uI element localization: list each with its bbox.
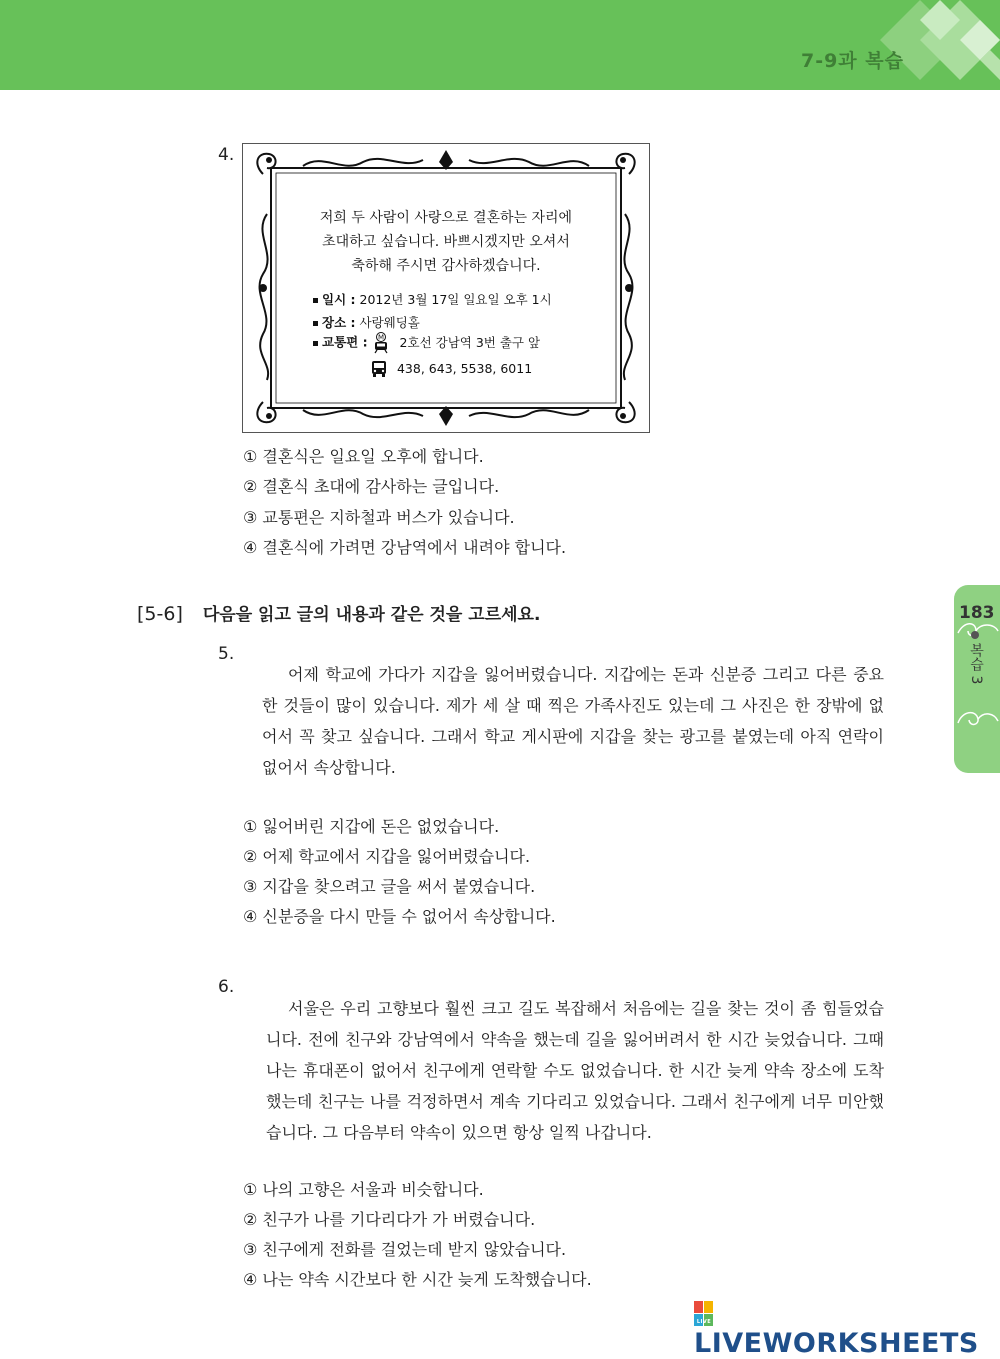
question-6-option-2[interactable]: ② 친구가 나를 기다리다가 가 버렸습니다.	[243, 1210, 536, 1229]
message-line: 축하해 주시면 감사하겠습니다.	[351, 258, 541, 274]
question-5-option-3[interactable]: ③ 지갑을 찾으려고 글을 써서 붙였습니다.	[243, 877, 536, 896]
bus-icon	[371, 360, 387, 378]
info-transport-bus	[371, 360, 532, 378]
ornamental-frame	[243, 144, 649, 432]
place-label: 장소 :	[322, 315, 356, 330]
subway-value: 2호선 강남역 3번 출구 앞	[399, 334, 541, 350]
info-place	[313, 313, 420, 331]
question-6-option-1[interactable]: ① 나의 고향은 서울과 비슷합니다.	[243, 1180, 484, 1199]
page-dot	[971, 631, 979, 639]
live-logo-icon	[694, 1301, 714, 1327]
place-value: 사랑웨딩홀	[359, 315, 420, 330]
question-4-option-4[interactable]: ④ 결혼식에 가려면 강남역에서 내려야 합니다.	[243, 538, 567, 557]
invitation-card	[242, 143, 650, 433]
bullet-icon	[313, 341, 318, 346]
page-number: 183	[959, 603, 995, 623]
question-5-option-2[interactable]: ② 어제 학교에서 지갑을 잃어버렸습니다.	[243, 847, 531, 866]
subway-badge: M	[377, 333, 384, 342]
unit-label: 복습 3	[968, 643, 984, 685]
transport-label: 교통편 :	[322, 334, 368, 350]
bullet-icon	[313, 321, 318, 326]
swirl-ornament-icon	[954, 705, 1000, 731]
subway-train-icon	[372, 332, 390, 354]
question-5-passage: 어제 학교에 가다가 지갑을 잃어버렸습니다. 지갑에는 돈과 신분증 그리고 다른 중요한 것들이 많이 있습니다. 제가 세 살 때 찍은 가족사진도 있는데 그 사진은 한 장밖에 없어서 꼭 찾고 싶습니다. 그래서 학교 게시판에 지갑을 찾는 광고를 붙였는데 아직 연락이 없어서 속상합니다.	[262, 665, 884, 777]
section-range: [5-6]	[137, 603, 183, 625]
logo-mark-text: LIVE	[696, 1318, 712, 1325]
message-line: 초대하고 싶습니다. 바쁘시겠지만 오셔서	[322, 234, 570, 250]
question-4-option-3[interactable]: ③ 교통편은 지하철과 버스가 있습니다.	[243, 508, 515, 527]
section-instruction	[137, 600, 540, 625]
invitation-message	[243, 206, 649, 278]
info-date	[313, 290, 552, 308]
question-6-option-4[interactable]: ④ 나는 약속 시간보다 한 시간 늦게 도착했습니다.	[243, 1270, 592, 1289]
chapter-title: 7-9과 복습	[800, 50, 904, 72]
date-value: 2012년 3월 17일 일요일 오후 1시	[359, 292, 552, 307]
date-label: 일시 :	[322, 292, 356, 307]
question-6-option-3[interactable]: ③ 친구에게 전화를 걸었는데 받지 않았습니다.	[243, 1240, 567, 1259]
question-5-option-1[interactable]: ① 잃어버린 지갑에 돈은 없었습니다.	[243, 817, 500, 836]
question-4-option-2[interactable]: ② 결혼식 초대에 감사하는 글입니다.	[243, 477, 500, 496]
question-5-option-4[interactable]: ④ 신분증을 다시 만들 수 없어서 속상합니다.	[243, 907, 556, 926]
message-line: 저희 두 사람이 사랑으로 결혼하는 자리에	[319, 210, 573, 226]
question-6-number: 6.	[218, 977, 235, 997]
liveworksheets-logo	[694, 1297, 1000, 1359]
question-4-option-1[interactable]: ① 결혼식은 일요일 오후에 합니다.	[243, 447, 484, 466]
diamond-pattern-decoration	[840, 0, 1000, 90]
question-5-number: 5.	[218, 644, 235, 664]
question-4-number: 4.	[218, 145, 235, 165]
question-6-passage: 서울은 우리 고향보다 훨씬 크고 길도 복잡해서 처음에는 길을 찾는 것이 좀 힘들었습니다. 전에 친구와 강남역에서 약속을 했는데 길을 잃어버려서 한 시간 늦었습니다. 그때 나는 휴대폰이 없어서 친구에게 연락할 수도 없었습니다. 한 시간 늦게 약속 장소에 도착했는데 친구는 나를 걱정하면서 계속 기다리고 있었습니다. 그래서 친구에게 너무 미안했습니다. 그 다음부터 약속이 있으면 항상 일찍 나갑니다.	[266, 999, 884, 1142]
side-tab	[954, 585, 1000, 773]
bus-value: 438, 643, 5538, 6011	[396, 360, 533, 376]
logo-text: LIVEWORKSHEETS	[694, 1328, 979, 1359]
section-text: 다음을 읽고 글의 내용과 같은 것을 고르세요.	[202, 605, 541, 625]
bullet-icon	[313, 298, 318, 303]
info-transport-subway	[313, 332, 540, 354]
page-header	[0, 0, 1000, 90]
